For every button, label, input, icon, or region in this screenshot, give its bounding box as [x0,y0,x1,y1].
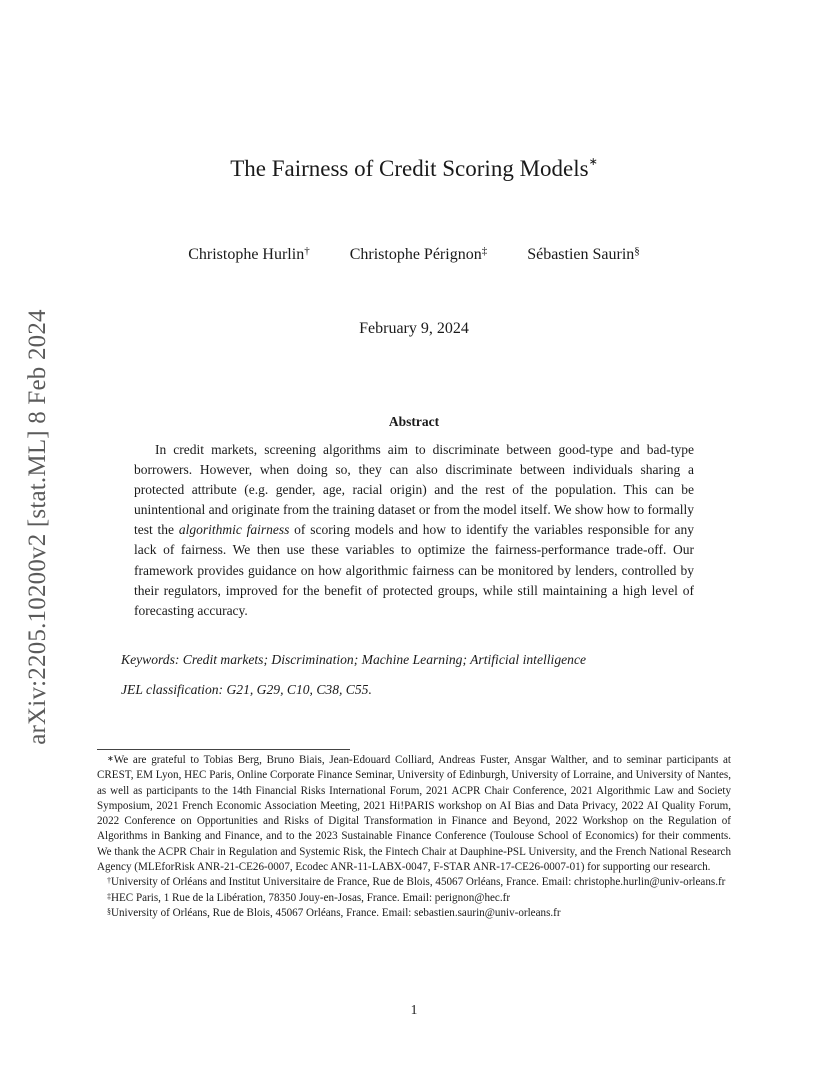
paper-title [0,156,828,182]
footnote-mark: † [107,876,111,886]
abstract-body [134,440,694,621]
page-number: 1 [410,1002,418,1017]
arxiv-stamp [23,288,53,766]
abstract-text-part: In credit markets, screening algorithms aim to discriminate between good-type and bad-type borrowers. However, when doing so, they can also discriminate between individuals sharing a protected attribute (e.g. gender, age, racial origin) and the rest of the population. This can be unintentional and originate from the training dataset or from the model itself. We show how to formally test the [134,442,694,538]
footnote-acknowledgements [97,753,731,875]
author-saurin [527,246,640,264]
author-name: Christophe Pérignon [349,246,482,263]
keywords: Keywords: Credit markets; Discrimination; Machine Learning; Artificial intelligence [121,652,587,667]
author-mark: † [304,245,310,257]
footnote-text: HEC Paris, 1 Rue de la Libération, 78350 Jouy-en-Josas, France. Email: perignon@hec.fr [111,891,511,904]
abstract-heading: Abstract [388,414,440,429]
footnote-mark: § [107,906,111,916]
footnote-mark: ∗ [107,754,114,763]
abstract-text-part: of scoring models and how to identify the variables responsible for any lack of fairness. We then use these variables to optimize the fairness-performance trade-off. Our framework provides guidance on how algorithmic fairness can be monitored by lenders, controlled by their regulators, improved for the benefit of protected groups, while still maintaining a high level of forecasting accuracy. [134,522,694,618]
footnote-hurlin [97,875,731,890]
arxiv-id: arXiv:2205.10200v2 [stat.ML] 8 Feb 2024 [24,309,51,745]
author-mark: § [634,245,640,257]
footnote-divider [97,749,350,750]
footnote-text: We are grateful to Tobias Berg, Bruno Biais, Jean-Edouard Colliard, Andreas Fuster, Ansgar Walther, and to seminar participants at CREST, EM Lyon, HEC Paris, Online Corporate Finance Seminar, University of Edinburgh, University of Lorraine, and University of Nantes, as well as participants to the 14th Financial Risks International Forum, 2021 ACPR Chair Conference, 2021 Algorithmic Law and Society Symposium, 2021 French Economic Association Meeting, 2021 Hi!PARIS workshop on AI Bias and Data Privacy, 2022 AI Quality Forum, 2022 Conference on Opportunities and Risks of Digital Transformation in Finance and Beyond, 2022 Workshop on the Regulation of Algorithms in Banking and Finance, and to the 2023 Sustainable Finance Conference (Toulouse School of Economics) for their comments. We thank the ACPR Chair in Regulation and Systemic Risk, the Fintech Chair at Dauphine-PSL University, and the French National Research Agency (MLEforRisk ANR-21-CE26-0007, Ecodec ANR-11-LABX-0047, F-STAR ANR-17-CE26-0007-01) for supporting our research. [97,754,731,874]
jel-classification: JEL classification: G21, G29, C10, C38, C55. [121,682,372,697]
paper-title-text: The Fairness of Credit Scoring Models [230,156,589,181]
footnote-saurin [97,906,731,921]
footnotes [97,753,731,921]
author-list [0,246,828,264]
author-mark: ‡ [481,245,488,257]
author-name: Christophe Hurlin [188,246,305,263]
title-footnote-mark: ∗ [588,156,598,168]
author-perignon [350,246,488,264]
footnote-text: University of Orléans and Institut Universitaire de France, Rue de Blois, 45067 Orléans, France. Email: christophe.hurlin@univ-orleans.fr [111,876,726,889]
footnote-mark: ‡ [107,891,111,901]
author-name: Sébastien Saurin [527,246,635,263]
footnote-perignon [97,891,731,906]
footnote-text: University of Orléans, Rue de Blois, 45067 Orléans, France. Email: sebastien.saurin@univ-orleans.fr [111,906,561,919]
abstract-emphasis: algorithmic fairness [178,522,290,538]
paper-date: February 9, 2024 [359,320,469,337]
author-hurlin [188,246,310,264]
